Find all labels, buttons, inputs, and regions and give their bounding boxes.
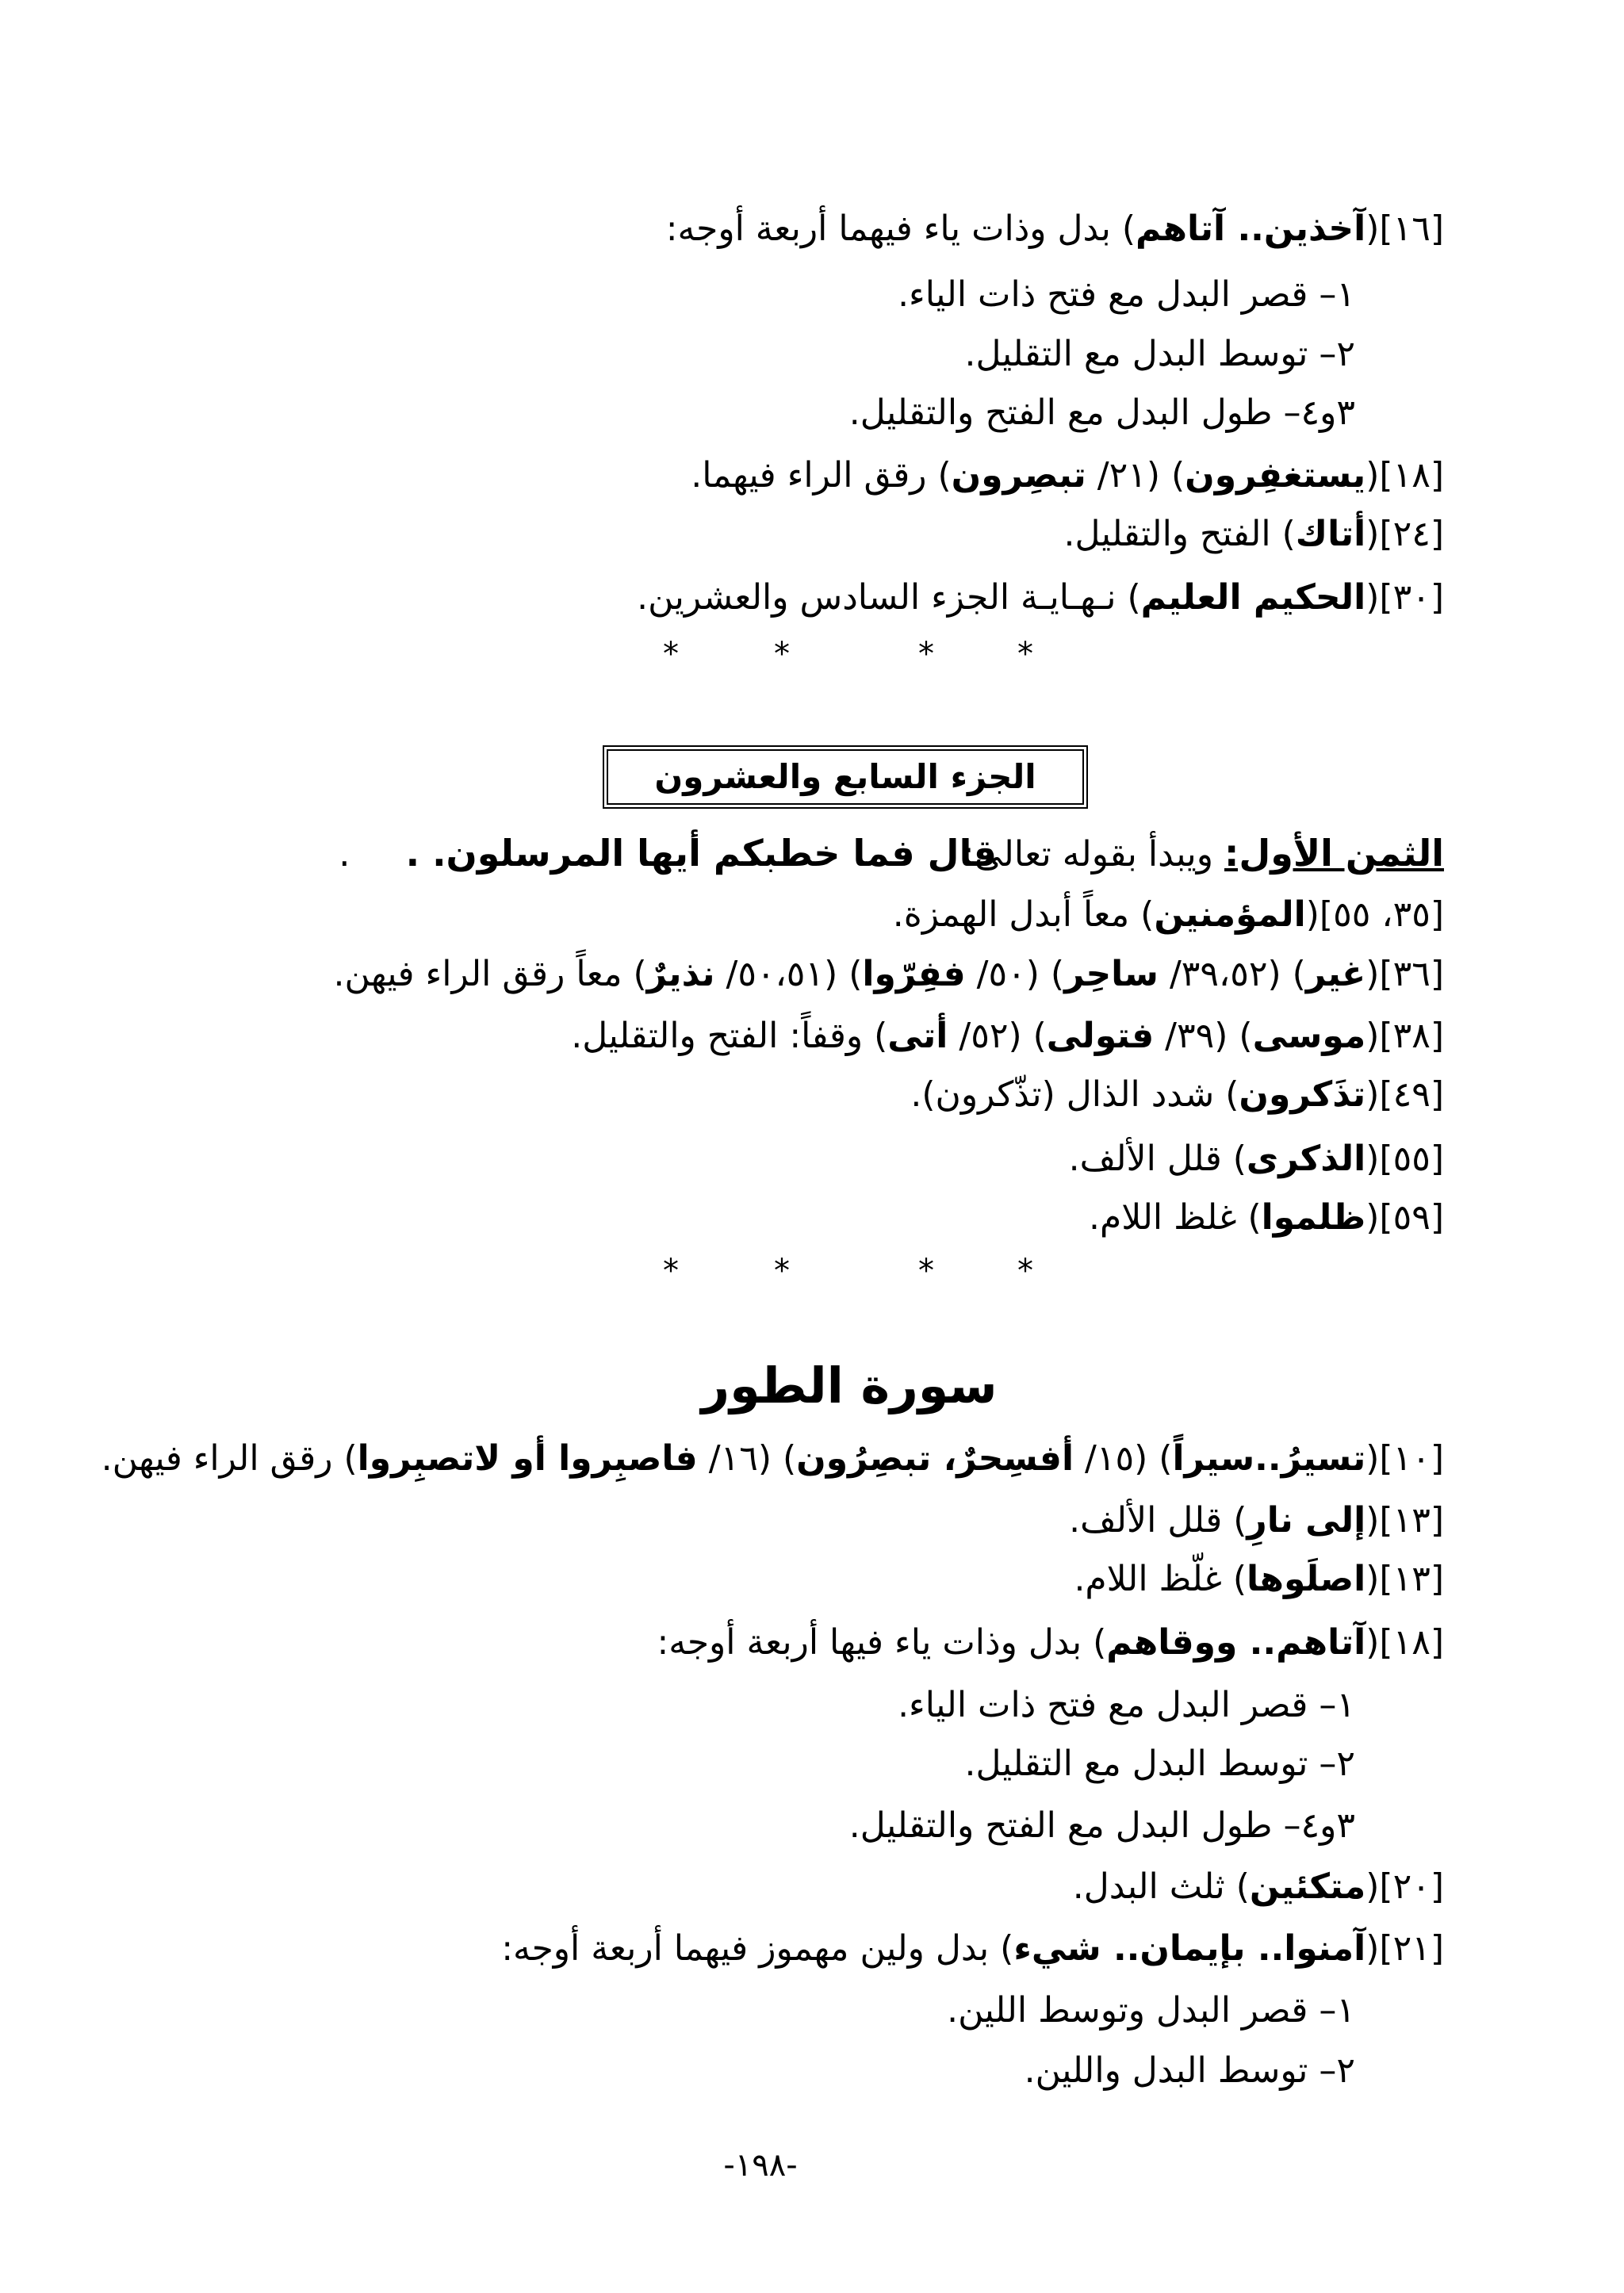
quranic-word: ففِرّوا bbox=[862, 954, 966, 994]
entry-ref: [٢١]( bbox=[1365, 1928, 1444, 1969]
sub-item-text: ١– قصر البدل مع فتح ذات الياء. bbox=[898, 274, 1355, 315]
entry-ref: [١٦]( bbox=[1365, 209, 1444, 249]
entry-line bbox=[1089, 1194, 1444, 1242]
quranic-word: آمنوا.. بإيمان.. شيء bbox=[1013, 1928, 1366, 1969]
sub-item-text: ٣و٤– طول البدل مع الفتح والتقليل. bbox=[848, 1805, 1355, 1846]
separator-star: * bbox=[1017, 636, 1033, 672]
quranic-word: تبصِرون bbox=[951, 455, 1086, 496]
entry-ref: [٥٥]( bbox=[1365, 1139, 1444, 1179]
entry-note: ) ثلث البدل. bbox=[1072, 1866, 1250, 1907]
quranic-word: يستغفِرون bbox=[1185, 455, 1366, 496]
entry-note: ) شدد الذال (تذّكرون). bbox=[910, 1074, 1239, 1115]
entry-note: ) (٣٩،٥٢/ bbox=[1158, 954, 1306, 994]
separator-star: * bbox=[663, 636, 679, 672]
quranic-word: تذَكرون bbox=[1239, 1074, 1366, 1115]
entry-note: ) معاً رقق الراء فيهن. bbox=[333, 954, 647, 994]
entry-note: ) (١٥/ bbox=[1074, 1438, 1173, 1479]
entry-line bbox=[893, 891, 1444, 939]
entry-note: ) رقق الراء فيهما. bbox=[691, 455, 952, 496]
entry-line bbox=[657, 1619, 1444, 1667]
opening-verse-text: قال فما خطبكم أيها المرسلون. . bbox=[405, 832, 997, 875]
entry-ref: [٥٩]( bbox=[1365, 1197, 1444, 1238]
sub-item bbox=[898, 1682, 1355, 1729]
quranic-word: أتى bbox=[887, 1016, 948, 1056]
quranic-word: موسى bbox=[1252, 1016, 1366, 1056]
quranic-word: غير bbox=[1305, 954, 1366, 994]
sub-item-text: ٢– توسط البدل مع التقليل. bbox=[964, 334, 1355, 374]
section-opening bbox=[963, 825, 1444, 882]
quranic-word: إلى نارِ bbox=[1247, 1500, 1366, 1541]
sub-item bbox=[898, 271, 1355, 319]
section-intro: ويبدأ بقوله تعالى: bbox=[962, 834, 1224, 875]
part-title: الجزء السابع والعشرون bbox=[654, 757, 1036, 796]
entry-ref: [١٨]( bbox=[1365, 1622, 1444, 1663]
surah-title: سورة الطور bbox=[701, 1357, 998, 1414]
entry-line bbox=[666, 205, 1444, 253]
quranic-word: آخذين.. آتاهم bbox=[1136, 209, 1366, 249]
opening-verse bbox=[339, 825, 997, 881]
entry-note: ) الفتح والتقليل. bbox=[1063, 514, 1296, 554]
separator-star: * bbox=[774, 636, 790, 672]
entry-ref: [١٣]( bbox=[1365, 1559, 1444, 1599]
entry-note: ) (٥٢/ bbox=[948, 1016, 1047, 1056]
entry-note: ) وقفاً: الفتح والتقليل. bbox=[571, 1016, 888, 1056]
sub-item bbox=[947, 1987, 1355, 2035]
sub-item-text: ٢– توسط البدل مع التقليل. bbox=[964, 1744, 1355, 1784]
sub-item bbox=[849, 389, 1355, 437]
entry-note: ) غلّظ اللام. bbox=[1074, 1559, 1247, 1599]
entry-line bbox=[102, 1435, 1444, 1483]
entry-line bbox=[1069, 1135, 1444, 1183]
entry-ref: [١٣]( bbox=[1365, 1500, 1444, 1541]
entry-note: ) نـهـايـة الجزء السادس والعشرين. bbox=[637, 577, 1141, 618]
entry-note: ) رقق الراء فيهن. bbox=[101, 1438, 358, 1479]
quranic-word: ظلموا bbox=[1261, 1197, 1366, 1238]
quranic-word: الحكيم العليم bbox=[1140, 577, 1366, 618]
quranic-word: نذيرٌ bbox=[646, 954, 715, 994]
separator-star: * bbox=[774, 1253, 790, 1289]
entry-note: ) (٣٩/ bbox=[1154, 1016, 1253, 1056]
quranic-word: آتاهم.. ووقاهم bbox=[1106, 1622, 1366, 1663]
entry-note: ) بدل وذات ياء فيها أربعة أوجه: bbox=[657, 1622, 1107, 1663]
entry-line bbox=[637, 574, 1444, 622]
quranic-word: اصلَوها bbox=[1247, 1559, 1366, 1599]
entry-note: ) (٢١/ bbox=[1086, 455, 1185, 496]
entry-note: ) قلل الألف. bbox=[1068, 1139, 1247, 1179]
entry-ref: [١٨]( bbox=[1365, 455, 1444, 496]
sub-item-text: ١– قصر البدل مع فتح ذات الياء. bbox=[898, 1685, 1355, 1725]
entry-line bbox=[691, 452, 1444, 500]
entry-note: ) بدل وذات ياء فيهما أربعة أوجه: bbox=[665, 209, 1136, 249]
quranic-word: الذكرى bbox=[1246, 1139, 1366, 1179]
entry-note: ) غلظ اللام. bbox=[1089, 1197, 1262, 1238]
entry-note: ) (٥٠/ bbox=[965, 954, 1065, 994]
quranic-word: فاصبِروا أو لاتصبِروا bbox=[357, 1438, 698, 1479]
sub-item bbox=[965, 1740, 1355, 1788]
quranic-word: ساحِر bbox=[1064, 954, 1159, 994]
entry-note: ) (١٦/ bbox=[697, 1438, 797, 1479]
sub-item bbox=[965, 331, 1355, 378]
entry-ref: [٢٤]( bbox=[1365, 514, 1444, 554]
part-title-box bbox=[603, 745, 1088, 809]
entry-line bbox=[1063, 511, 1444, 558]
opening-verse-trail: . bbox=[338, 832, 350, 875]
entry-ref: [٣٨]( bbox=[1365, 1016, 1444, 1056]
quranic-word: تسيرُ..سيراً bbox=[1172, 1438, 1366, 1479]
entry-note: ) بدل ولين مهموز فيهما أربعة أوجه: bbox=[501, 1928, 1014, 1969]
entry-line bbox=[1069, 1497, 1444, 1545]
sub-item bbox=[849, 1802, 1355, 1850]
separator-star: * bbox=[918, 636, 934, 672]
entry-line bbox=[1073, 1863, 1444, 1911]
sub-item-text: ٣و٤– طول البدل مع الفتح والتقليل. bbox=[848, 392, 1355, 433]
entry-note: ) قلل الألف. bbox=[1069, 1500, 1247, 1541]
quranic-word: متكئين bbox=[1249, 1866, 1366, 1907]
separator-star: * bbox=[1017, 1253, 1033, 1289]
sub-item bbox=[1025, 2047, 1355, 2095]
entry-ref: [٣٠]( bbox=[1365, 577, 1444, 618]
entry-ref: [٣٦]( bbox=[1365, 954, 1444, 994]
sub-item-text: ١– قصر البدل وتوسط اللين. bbox=[947, 1990, 1355, 2031]
quranic-word: أفسِحرٌ، تبصِرُون bbox=[796, 1438, 1074, 1479]
entry-line bbox=[501, 1925, 1444, 1973]
entry-line bbox=[571, 1013, 1444, 1060]
entry-line bbox=[910, 1071, 1444, 1119]
sub-item-text: ٢– توسط البدل واللين. bbox=[1024, 2050, 1355, 2091]
section-label: الثمن الأول: bbox=[1224, 832, 1444, 875]
entry-line bbox=[333, 951, 1444, 998]
entry-ref: [١٠]( bbox=[1365, 1438, 1444, 1479]
entry-ref: [٢٠]( bbox=[1365, 1866, 1444, 1907]
entry-line bbox=[1074, 1556, 1444, 1603]
quranic-word: المؤمنين bbox=[1154, 894, 1306, 935]
page-number: -١٩٨- bbox=[723, 2147, 798, 2184]
entry-note: ) (٥٠،٥١/ bbox=[714, 954, 863, 994]
entry-ref: [٣٥، ٥٥]( bbox=[1305, 894, 1444, 935]
separator-star: * bbox=[918, 1253, 934, 1289]
entry-note: ) معاً أبدل الهمزة. bbox=[892, 894, 1155, 935]
entry-ref: [٤٩]( bbox=[1365, 1074, 1444, 1115]
quranic-word: أتاك bbox=[1295, 514, 1366, 554]
quranic-word: فتولى bbox=[1046, 1016, 1155, 1056]
separator-star: * bbox=[663, 1253, 679, 1289]
